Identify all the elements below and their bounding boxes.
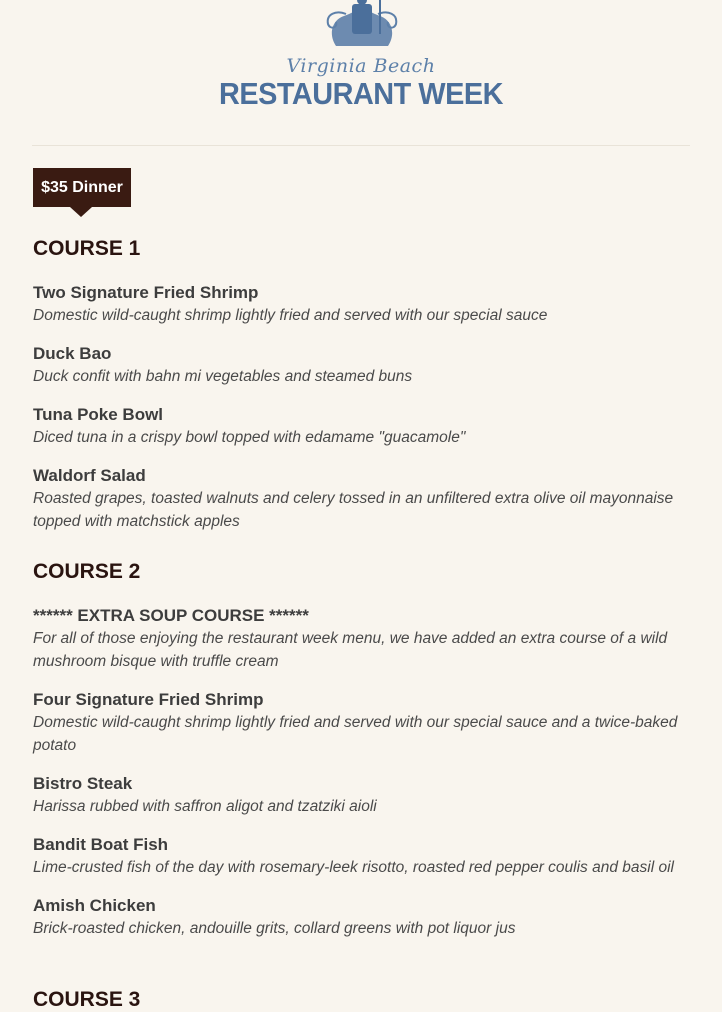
menu-item-name: Bandit Boat Fish <box>33 835 169 854</box>
logo-figure-icon <box>322 0 402 54</box>
menu-item-description: Harissa rubbed with saffron aligot and tzatziki aioli <box>33 798 377 815</box>
menu-item-description: Diced tuna in a crispy bowl topped with edamame "guacamole" <box>33 429 466 446</box>
header <box>0 0 722 146</box>
course-title: COURSE 2 <box>33 560 141 583</box>
menu-item <box>33 605 692 673</box>
menu-item-name: Four Signature Fried Shrimp <box>33 690 264 709</box>
menu-item-description: Domestic wild-caught shrimp lightly fried and served with our special sauce and a twice-baked potato <box>33 714 678 754</box>
header-divider <box>32 145 690 146</box>
menu-item-name: ****** EXTRA SOUP COURSE ****** <box>33 606 309 625</box>
price-tag: $35 Dinner <box>33 168 131 207</box>
menu-item <box>33 282 692 327</box>
menu-item <box>33 465 692 533</box>
course-title-partial: COURSE 3 <box>33 988 141 1011</box>
course-title: COURSE 1 <box>33 237 141 260</box>
menu-item <box>33 404 692 449</box>
menu-item <box>33 895 692 940</box>
logo-main-text: RESTAURANT WEEK <box>219 76 503 111</box>
menu-item-description: For all of those enjoying the restaurant week menu, we have added an extra course of a wild mushroom bisque with truffle cream <box>33 630 668 670</box>
menu-item-description: Lime-crusted fish of the day with rosemary-leek risotto, roasted red pepper coulis and basil oil <box>33 859 674 876</box>
menu-item-name: Amish Chicken <box>33 896 156 915</box>
menu-item-description: Brick-roasted chicken, andouille grits, collard greens with pot liquor jus <box>33 920 516 937</box>
menu <box>33 236 692 956</box>
menu-item-name: Bistro Steak <box>33 774 133 793</box>
menu-item-name: Waldorf Salad <box>33 466 146 485</box>
menu-item <box>33 834 692 879</box>
menu-item <box>33 689 692 757</box>
menu-item <box>33 773 692 818</box>
menu-item <box>33 343 692 388</box>
logo-script-text: Virginia Beach <box>286 55 436 77</box>
menu-item-name: Duck Bao <box>33 344 112 363</box>
menu-item-description: Domestic wild-caught shrimp lightly fried and served with our special sauce <box>33 307 548 324</box>
menu-item-description: Roasted grapes, toasted walnuts and celery tossed in an unfiltered extra olive oil mayonnaise topped with matchstick apples <box>33 490 674 530</box>
menu-item-description: Duck confit with bahn mi vegetables and steamed buns <box>33 368 413 385</box>
menu-item-name: Tuna Poke Bowl <box>33 405 164 424</box>
menu-item-name: Two Signature Fried Shrimp <box>33 283 259 302</box>
